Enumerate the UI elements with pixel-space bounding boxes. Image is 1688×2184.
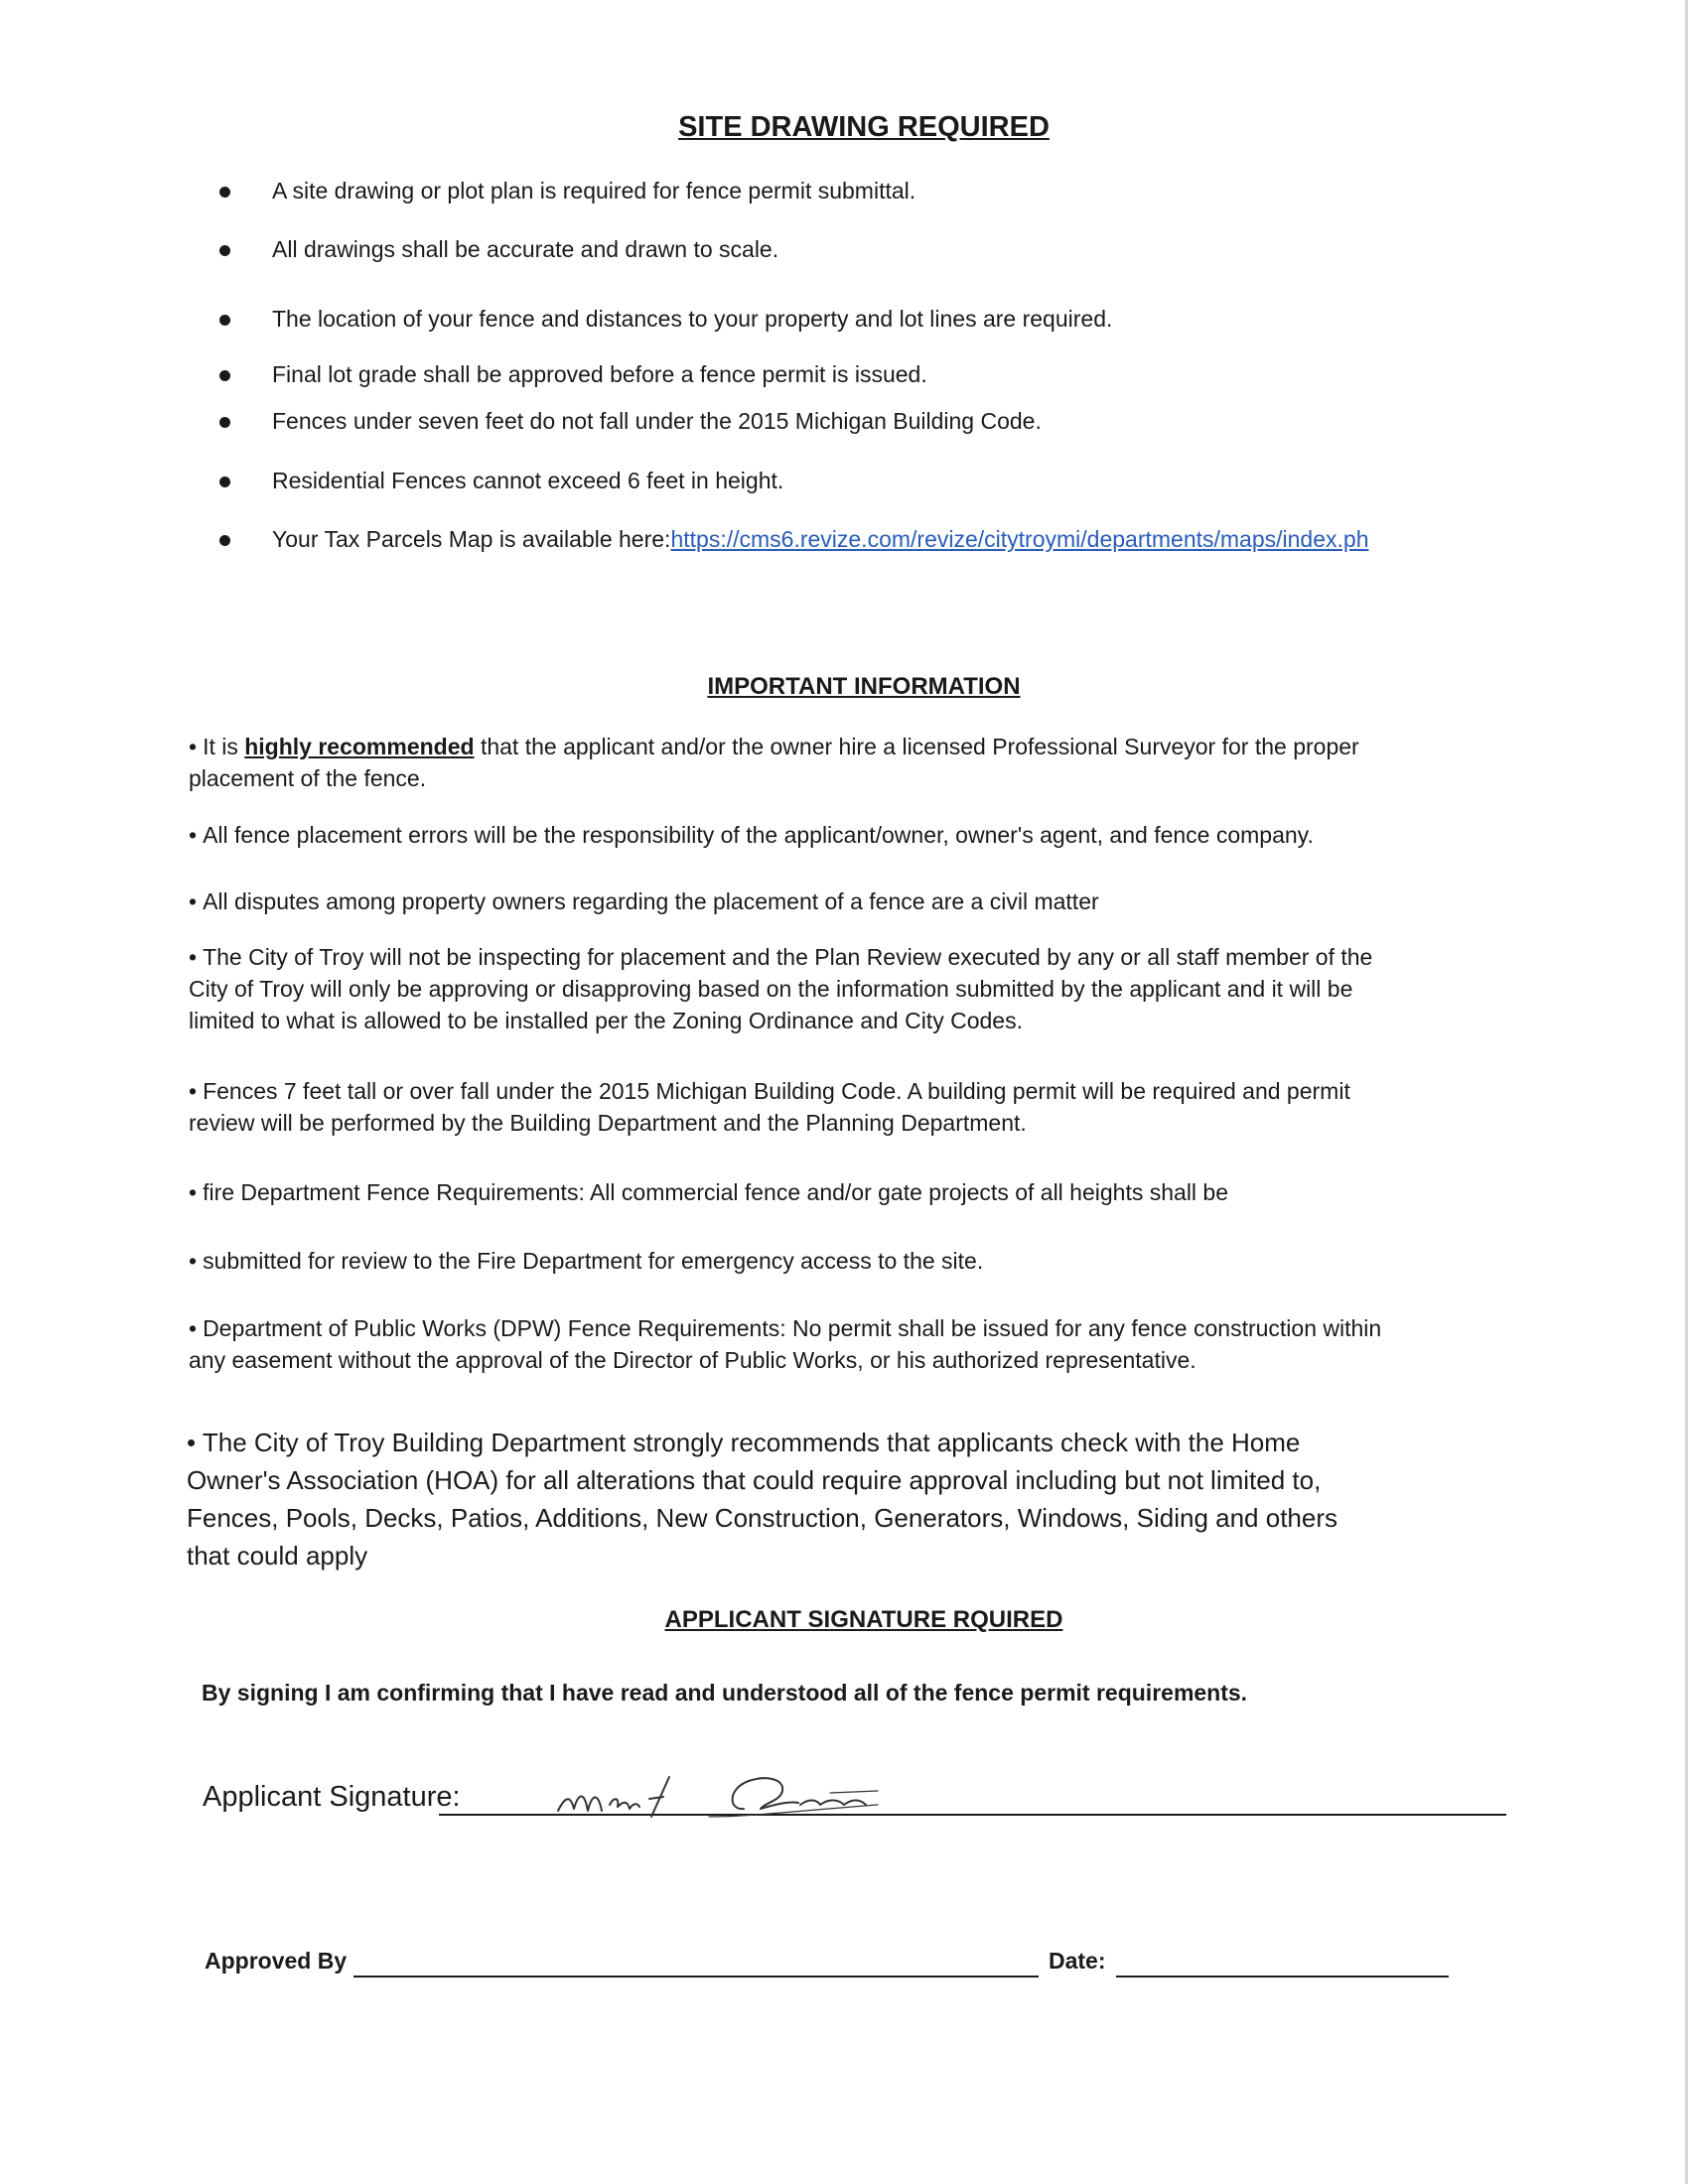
hoa-note-text: The City of Troy Building Department strongly recommends that applicants check with the Home Owner's Association (HOA) for all alterations that could require approval including but not limited to, Fences, Pools, Decks, Patios, Additions, New Construction, Generators, Windows, Siding and others that could apply <box>187 1428 1337 1570</box>
requirement-text: All drawings shall be accurate and drawn to scale. <box>272 236 779 262</box>
info-item <box>189 886 1400 917</box>
highlight-text: highly recommended <box>244 734 475 759</box>
bullet: • <box>189 1078 198 1104</box>
info-text: The City of Troy will not be inspecting for placement and the Plan Review executed by any or all staff member of the City of Troy will only be approving or disapproving based on the information submitted by the applicant and it will be limited to what is allowed to be installed per the Zoning Ordinance and City Codes. <box>189 944 1373 1033</box>
date-field[interactable] <box>1116 1976 1449 1978</box>
bullet: • <box>189 1315 198 1341</box>
bullet-dot <box>219 315 230 326</box>
tax-parcels-map-link[interactable]: https://cms6.revize.com/revize/citytroymi/departments/maps/index.ph <box>670 526 1369 552</box>
applicant-signature-label: Applicant Signature: <box>203 1781 461 1813</box>
bullet: • <box>189 734 198 759</box>
bullet-dot <box>219 187 230 198</box>
info-text: submitted for review to the Fire Department for emergency access to the site. <box>203 1248 984 1274</box>
approved-by-label: Approved By <box>205 1948 348 1974</box>
info-text: All fence placement errors will be the responsibility of the applicant/owner, owner's agent, and fence company. <box>203 822 1314 848</box>
signature-heading: APPLICANT SIGNATURE RQUIRED <box>664 1606 1063 1633</box>
bullet: • <box>189 944 198 970</box>
applicant-signature-row <box>203 1779 1513 1839</box>
requirement-text: Fences under seven feet do not fall under the 2015 Michigan Building Code. <box>272 408 1042 434</box>
approval-row <box>205 1946 1466 1985</box>
bullet-dot <box>219 417 230 428</box>
map-prefix: Your Tax Parcels Map is available here: <box>272 526 671 552</box>
bullet-dot <box>219 477 230 487</box>
confirmation-statement: By signing I am confirming that I have read and understood all of the fence permit requirements. <box>202 1680 1248 1706</box>
info-text: Department of Public Works (DPW) Fence Requirements: No permit shall be issued for any fence construction within any easement without the approval of the Director of Public Works, or his authorized representative. <box>189 1315 1382 1373</box>
bullet-dot <box>219 245 230 256</box>
info-text: It is <box>203 734 238 759</box>
handwritten-signature-image <box>540 1759 937 1839</box>
info-text: that the applicant and/or the owner hire a licensed Professional Surveyor for the proper placement of the fence. <box>189 734 1359 791</box>
requirement-text: The location of your fence and distances to your property and lot lines are required. <box>272 306 1113 332</box>
info-item <box>189 1245 1400 1277</box>
hoa-note <box>187 1424 1378 1574</box>
info-item <box>189 1176 1400 1208</box>
date-label: Date: <box>1049 1948 1106 1974</box>
requirement-text: A site drawing or plot plan is required for fence permit submittal. <box>272 178 916 204</box>
important-information-heading: IMPORTANT INFORMATION <box>707 673 1021 700</box>
site-drawing-heading: SITE DRAWING REQUIRED <box>678 111 1050 143</box>
info-item <box>189 1312 1400 1376</box>
bullet-dot <box>219 370 230 381</box>
bullet: • <box>189 822 198 848</box>
info-item-surveyor <box>189 731 1400 794</box>
bullet: • <box>189 1179 198 1205</box>
bullet: • <box>187 1428 197 1457</box>
info-item <box>189 819 1400 851</box>
bullet: • <box>189 1248 198 1274</box>
bullet: • <box>189 888 198 914</box>
info-text: Fences 7 feet tall or over fall under the 2015 Michigan Building Code. A building permit will be required and permit review will be performed by the Building Department and the Planning Department. <box>189 1078 1350 1136</box>
info-text: fire Department Fence Requirements: All commercial fence and/or gate projects of all heights shall be <box>203 1179 1229 1205</box>
requirement-text <box>272 524 1368 554</box>
requirement-text: Final lot grade shall be approved before a fence permit is issued. <box>272 361 927 387</box>
info-item <box>189 941 1400 1036</box>
bullet-dot <box>219 535 230 546</box>
info-item <box>189 1075 1400 1139</box>
info-text: All disputes among property owners regarding the placement of a fence are a civil matter <box>203 888 1099 914</box>
approved-by-field[interactable] <box>353 1976 1039 1978</box>
requirement-text: Residential Fences cannot exceed 6 feet in height. <box>272 468 784 493</box>
